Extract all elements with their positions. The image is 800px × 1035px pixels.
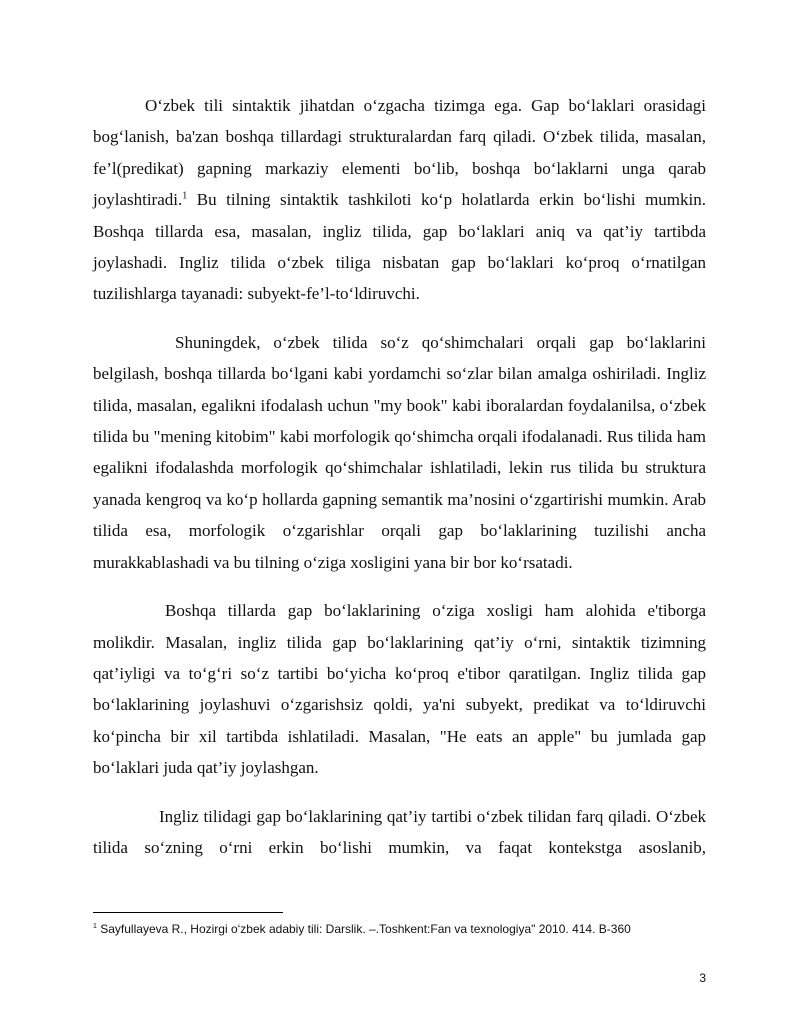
paragraph-3: Boshqa tillarda gap bo‘laklarining o‘ziga xosligi ham alohida e'tiborga molikdir. Masalan, ingliz tilida gap bo‘laklarining qat’iy o‘rni, sintaktik tizimning qat’iyligi va to‘g‘ri so‘z tartibi bo‘yicha ko‘proq e'tibor qaratilgan. Ingliz tilida gap bo‘laklarining joylashuvi o‘zgarishsiz qoldi, ya'ni subyekt, predikat va to‘ldiruvchi ko‘pincha bir xil tartibda ishlatiladi. Masalan, "He eats an apple" bu jumlada gap bo‘laklari juda qat’iy joylashgan. xyxy=(93,601,706,778)
paragraph-4: Ingliz tilidagi gap bo‘laklarining qat’iy tartibi o‘zbek tilidan farq qiladi. O‘zbek tilida so‘zning o‘rni erkin bo‘lishi mumkin, va faqat kontekstga asoslanib, xyxy=(93,806,706,857)
paragraph-1 xyxy=(93,90,706,310)
footnote xyxy=(93,921,713,937)
paragraph-2: Shuningdek, o‘zbek tilida so‘z qo‘shimchalari orqali gap bo‘laklarini belgilash, boshqa tillarda bo‘lgani kabi yordamchi so‘zlar bilan amalga oshiriladi. Ingliz tilida, masalan, egalikni ifodalash uchun "my book" kabi iboralardan foydalanilsa, o‘zbek tilida bu "mening kitobim" kabi morfologik qo‘shimcha orqali ifodalanadi. Rus tilida ham egalikni ifodalashda morfologik qo‘shimchalar ishlatiladi, lekin rus tilida bu struktura yanada kengroq va ko‘p hollarda gapning semantik ma’nosini o‘zgartirishi mumkin. Arab tilida esa, morfologik o‘zgarishlar orqali gap bo‘laklarining tuzilishi ancha murakkablashadi va bu tilning o‘ziga xosligini yana bir bor ko‘rsatadi. xyxy=(93,332,706,572)
footnote-marker: 1 xyxy=(93,923,97,930)
footnote-separator xyxy=(93,912,283,913)
body-text xyxy=(93,90,706,863)
paragraph-1-text-b: Bu tilning sintaktik tashkiloti ko‘p holatlarda erkin bo‘lishi mumkin. Boshqa tillarda esa, masalan, ingliz tilida, gap bo‘laklari aniq va qat’iy tartibda joylashadi. Ingliz tilida o‘zbek tiliga nisbatan gap bo‘laklari ko‘proq o‘rnatilgan tuzilishlarga tayanadi: subyekt-fe’l-to‘ldiruvchi. xyxy=(93,190,706,304)
footnote-text: Sayfullayeva R., Hozirgi o‘zbek adabiy tili: Darslik. –.Toshkent:Fan va texnologiya" 2010. 414. B-360 xyxy=(100,922,631,936)
page-number: 3 xyxy=(699,971,706,985)
paragraph-1-text-a: O‘zbek tili sintaktik jihatdan o‘zgacha tizimga ega. Gap bo‘laklari orasidagi bog‘lanish, ba'zan boshqa tillardagi strukturalardan farq qiladi. O‘zbek tilida, masalan, fe’l(predikat) gapning markaziy elementi bo‘lib, boshqa bo‘laklarni unga qarab joylashtiradi. xyxy=(93,96,706,210)
footnote-reference[interactable]: 1 xyxy=(182,190,188,202)
